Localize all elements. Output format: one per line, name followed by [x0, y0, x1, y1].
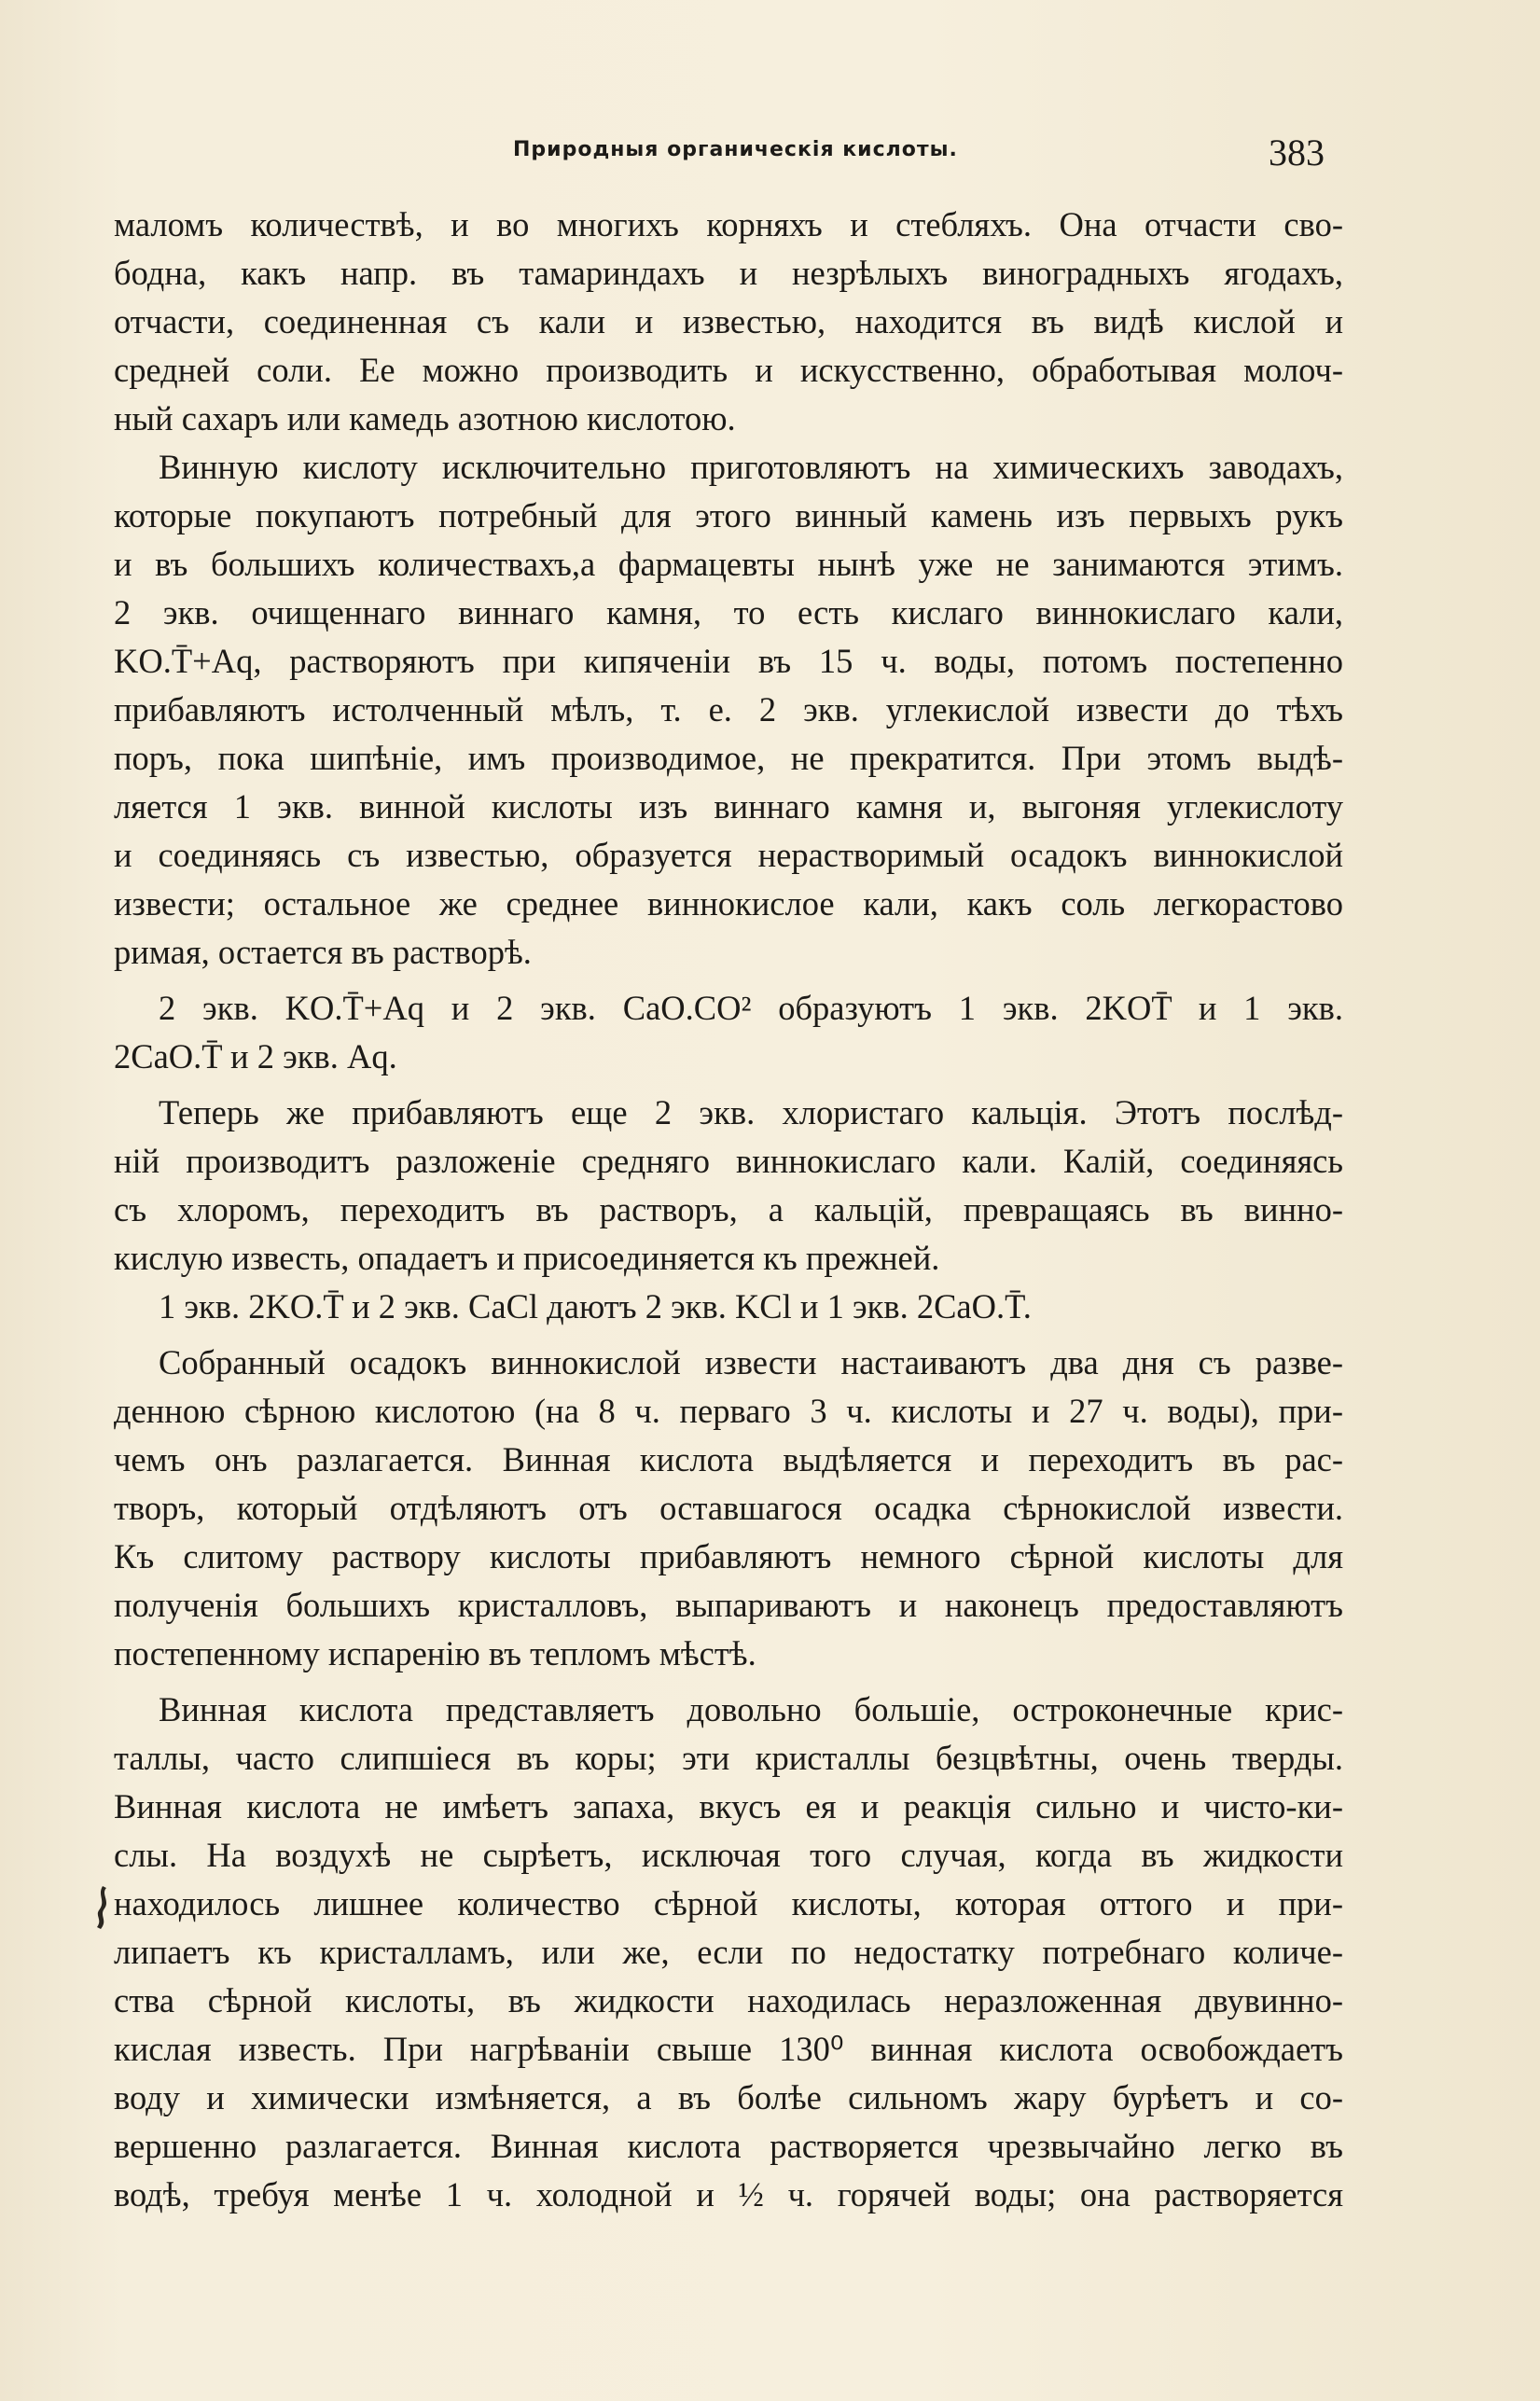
text-line: ный сахаръ или камедь азотною кислотою.	[114, 399, 736, 437]
text-line: прибавляютъ истолченный мѣлъ, т. е. 2 экв. углекислой извести до тѣхъ	[114, 690, 1343, 729]
text-line: бодна, какъ напр. въ тамариндахъ и незрѣлыхъ виноградныхъ ягодахъ,	[114, 254, 1343, 292]
text-line: и соединяясь съ известью, образуется нерастворимый осадокъ виннокислой	[114, 836, 1343, 874]
text-line: и въ большихъ количествахъ,а фармацевты нынѣ уже не занимаются этимъ.	[114, 545, 1343, 583]
text-line: 2 экв. очищеннаго виннаго камня, то есть кислаго виннокислаго кали,	[114, 593, 1343, 631]
text-line: Теперь же прибавляютъ еще 2 экв. хлористаго кальція. Этотъ послѣд-	[159, 1093, 1343, 1131]
body-text	[114, 201, 1343, 2219]
text-line: Собранный осадокъ виннокислой извести настаиваютъ два дня съ разве-	[159, 1343, 1343, 1381]
text-line: Къ слитому раствору кислоты прибавляютъ немного сѣрной кислоты для	[114, 1537, 1343, 1575]
text-line: Винная кислота не имѣетъ запаха, вкусъ ея и реакція сильно и чисто-ки-	[114, 1787, 1343, 1825]
text-line: находилось лишнее количество сѣрной кислоты, которая оттого и при-	[114, 1884, 1343, 1922]
formula-line: 2 экв. KO.T̄+Aq и 2 экв. CaO.CO² образуютъ 1 экв. 2KOT̄ и 1 экв.	[159, 989, 1343, 1027]
ink-mark	[90, 1882, 114, 1931]
text-line: творъ, который отдѣляютъ отъ оставшагося осадка сѣрнокислой извести.	[114, 1489, 1343, 1527]
text-line: ній производитъ разложеніе средняго виннокислаго кали. Калій, соединяясь	[114, 1142, 1343, 1180]
page-header	[112, 131, 1325, 173]
formula-line: KO.T̄+Aq, растворяютъ при кипяченіи въ 15 ч. воды, потомъ постепенно	[114, 642, 1343, 680]
text-line: денною сѣрною кислотою (на 8 ч. перваго 3 ч. кислоты и 27 ч. воды), при-	[114, 1392, 1343, 1430]
text-line: чемъ онъ разлагается. Винная кислота выдѣляется и переходитъ въ рас-	[114, 1440, 1343, 1478]
text-line: римая, остается въ растворѣ.	[114, 933, 532, 971]
text-line: Винная кислота представляетъ довольно большіе, остроконечные крис-	[159, 1690, 1343, 1728]
text-line: ства сѣрной кислоты, въ жидкости находилась неразложенная двувинно-	[114, 1981, 1343, 2019]
text-line: таллы, часто слипшіеся въ коры; эти кристаллы безцвѣтны, очень тверды.	[114, 1739, 1343, 1777]
text-line: которые покупаютъ потребный для этого винный камень изъ первыхъ рукъ	[114, 496, 1343, 534]
running-title: Природныя органическія кислоты.	[513, 138, 958, 161]
text-line: маломъ количествѣ, и во многихъ корняхъ и стебляхъ. Она отчасти сво-	[114, 205, 1343, 243]
text-line: съ хлоромъ, переходитъ въ растворъ, а кальцій, превращаясь въ винно-	[114, 1190, 1343, 1228]
text-line: водѣ, требуя менѣе 1 ч. холодной и ½ ч. горячей воды; она растворяется	[114, 2175, 1343, 2214]
text-line: постепенному испаренію въ тепломъ мѣстѣ.	[114, 1634, 756, 1672]
text-line: отчасти, соединенная съ кали и известью, находится въ видѣ кислой и	[114, 302, 1343, 340]
text-line: Винную кислоту исключительно приготовляютъ на химическихъ заводахъ,	[159, 448, 1343, 486]
formula-line: 2CaO.T̄ и 2 экв. Aq.	[114, 1037, 397, 1076]
text-line: поръ, пока шипѣніе, имъ производимое, не прекратится. При этомъ выдѣ-	[114, 739, 1343, 777]
text-line: полученія большихъ кристалловъ, выпариваютъ и наконецъ предоставляютъ	[114, 1586, 1343, 1624]
text-line: вершенно разлагается. Винная кислота растворяется чрезвычайно легко въ	[114, 2127, 1343, 2165]
text-line: липаетъ къ кристалламъ, или же, если по недостатку потребнаго количе-	[114, 1933, 1343, 1971]
text-line: воду и химически измѣняется, а въ болѣе сильномъ жару бурѣетъ и со-	[114, 2078, 1343, 2116]
text-line: извести; остальное же среднее виннокислое кали, какъ соль легкорастово	[114, 884, 1343, 923]
page-number: 383	[1269, 132, 1325, 173]
text-line: кислая известь. При нагрѣваніи свыше 130⁰ винная кислота освобождаетъ	[114, 2030, 1343, 2068]
text-line: ляется 1 экв. винной кислоты изъ виннаго камня и, выгоняя углекислоту	[114, 787, 1343, 826]
text-line: кислую известь, опадаетъ и присоединяется къ прежней.	[114, 1239, 940, 1277]
text-line: средней соли. Ее можно производить и искусственно, обработывая молоч-	[114, 351, 1343, 389]
text-line: слы. На воздухѣ не сырѣетъ, исключая того случая, когда въ жидкости	[114, 1836, 1343, 1874]
formula-line: 1 экв. 2KO.T̄ и 2 экв. CaCl даютъ 2 экв. KCl и 1 экв. 2CaO.T̄.	[159, 1287, 1032, 1325]
